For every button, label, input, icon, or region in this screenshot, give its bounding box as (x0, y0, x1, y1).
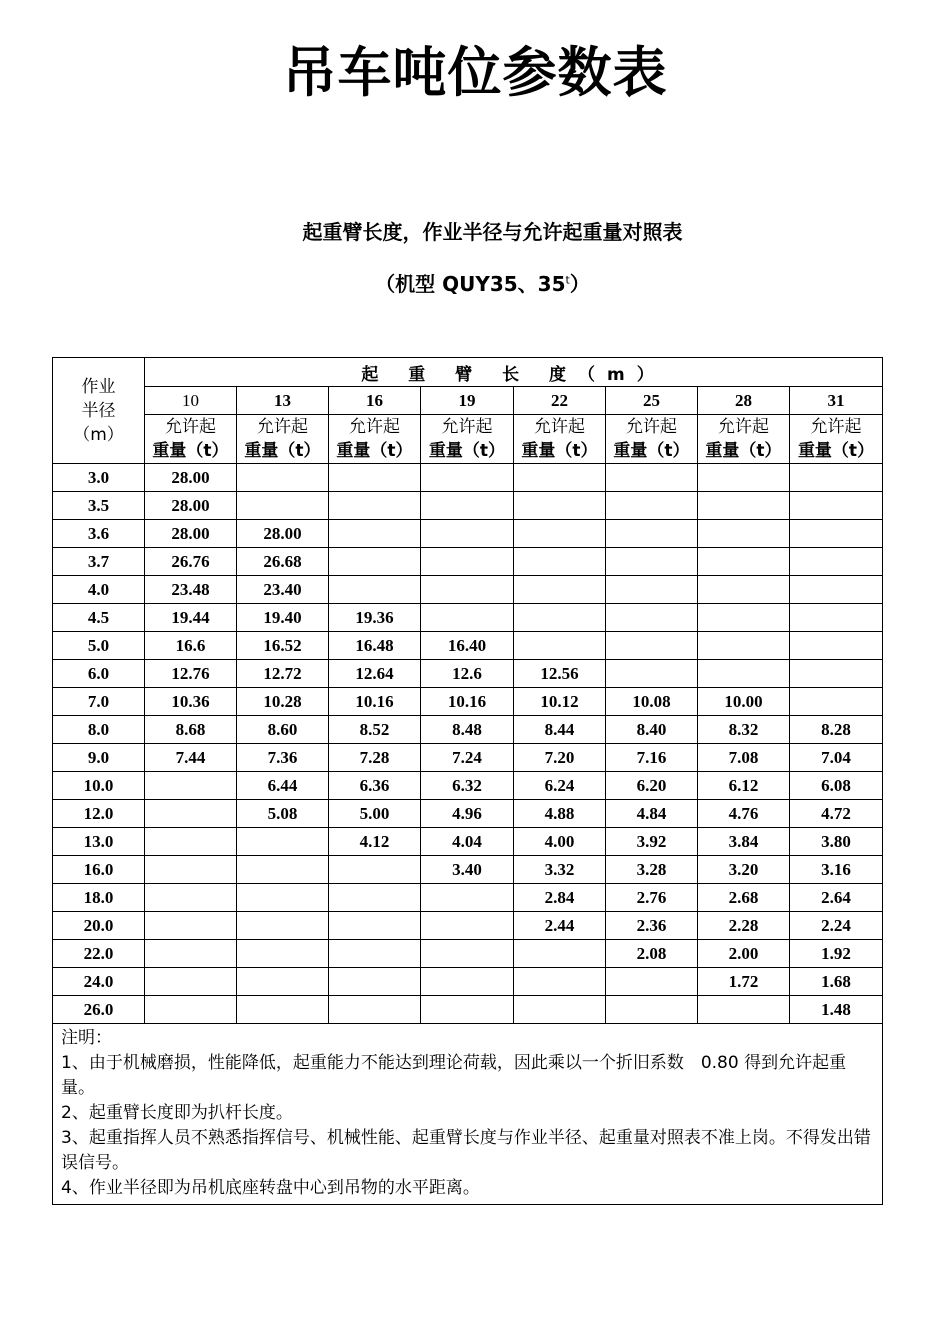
capacity-label-top: 允许起 (441, 417, 493, 437)
capacity-cell: 1.92 (790, 940, 883, 968)
capacity-label-top: 允许起 (810, 417, 862, 437)
capacity-cell: 4.00 (514, 828, 606, 856)
model-sup: t (565, 273, 570, 287)
capacity-cell (606, 520, 698, 548)
capacity-cell: 19.44 (145, 604, 237, 632)
capacity-cell (514, 968, 606, 996)
radius-cell: 26.0 (53, 996, 145, 1024)
capacity-cell: 10.36 (145, 688, 237, 716)
capacity-cell: 2.64 (790, 884, 883, 912)
capacity-label-cell (514, 415, 606, 464)
capacity-cell: 3.80 (790, 828, 883, 856)
capacity-cell: 28.00 (145, 464, 237, 492)
capacity-cell (421, 520, 514, 548)
table-row (53, 520, 883, 548)
capacity-cell: 23.40 (237, 576, 329, 604)
table-row (53, 968, 883, 996)
capacity-cell: 16.52 (237, 632, 329, 660)
capacity-cell (329, 492, 421, 520)
capacity-cell: 12.6 (421, 660, 514, 688)
capacity-cell (606, 968, 698, 996)
capacity-label-top: 允许起 (349, 417, 400, 437)
capacity-cell (698, 996, 790, 1024)
capacity-cell: 7.28 (329, 744, 421, 772)
capacity-cell: 10.28 (237, 688, 329, 716)
radius-header-cell (53, 358, 145, 464)
capacity-cell: 8.40 (606, 716, 698, 744)
table-row (53, 912, 883, 940)
capacity-cell: 26.68 (237, 548, 329, 576)
capacity-cell (514, 632, 606, 660)
radius-header-line2: 半径 (81, 400, 116, 421)
capacity-cell: 10.16 (421, 688, 514, 716)
capacity-cell (237, 856, 329, 884)
radius-header-line3: （m） (73, 424, 124, 445)
radius-cell: 3.7 (53, 548, 145, 576)
capacity-cell: 16.40 (421, 632, 514, 660)
capacity-cell (514, 604, 606, 632)
capacity-cell (237, 996, 329, 1024)
capacity-cell (329, 464, 421, 492)
capacity-cell: 2.24 (790, 912, 883, 940)
capacity-cell (329, 940, 421, 968)
capacity-cell: 2.44 (514, 912, 606, 940)
capacity-cell: 8.48 (421, 716, 514, 744)
note-item: 4、作业半径即为吊机底座转盘中心到吊物的水平距离。 (61, 1178, 480, 1198)
capacity-cell (606, 604, 698, 632)
capacity-cell (790, 548, 883, 576)
radius-cell: 6.0 (53, 660, 145, 688)
capacity-cell: 10.12 (514, 688, 606, 716)
capacity-cell: 4.96 (421, 800, 514, 828)
capacity-cell (698, 520, 790, 548)
capacity-cell (237, 912, 329, 940)
table-row (53, 772, 883, 800)
capacity-cell (698, 548, 790, 576)
capacity-cell: 6.44 (237, 772, 329, 800)
capacity-label-bottom: 重量（t） (428, 441, 506, 461)
radius-cell: 9.0 (53, 744, 145, 772)
capacity-cell (514, 576, 606, 604)
capacity-cell (145, 884, 237, 912)
header-row-units (53, 415, 883, 464)
capacity-cell: 7.16 (606, 744, 698, 772)
capacity-cell (698, 492, 790, 520)
boom-length-16: 16 (329, 387, 421, 415)
model-suffix: ） (569, 272, 590, 296)
radius-cell: 4.0 (53, 576, 145, 604)
capacity-cell: 6.36 (329, 772, 421, 800)
radius-cell: 5.0 (53, 632, 145, 660)
capacity-label-bottom: 重量（t） (521, 441, 598, 461)
capacity-label-bottom: 重量（t） (613, 441, 690, 461)
capacity-cell (329, 520, 421, 548)
capacity-cell (145, 940, 237, 968)
capacity-cell: 4.12 (329, 828, 421, 856)
capacity-cell: 19.40 (237, 604, 329, 632)
capacity-cell: 28.00 (145, 520, 237, 548)
note-item: 2、起重臂长度即为扒杆长度。 (61, 1103, 293, 1123)
capacity-cell: 28.00 (237, 520, 329, 548)
model-line (0, 268, 950, 297)
capacity-label-top: 允许起 (718, 417, 769, 437)
table-row (53, 884, 883, 912)
table-subtitle: 起重臂长度，作业半径与允许起重量对照表 (302, 220, 683, 244)
table-row (53, 576, 883, 604)
capacity-cell (514, 492, 606, 520)
capacity-cell (237, 464, 329, 492)
boom-length-31: 31 (790, 387, 883, 415)
capacity-cell: 19.36 (329, 604, 421, 632)
table-row (53, 996, 883, 1024)
notes-heading: 注明： (61, 1028, 112, 1048)
note-item: 1、由于机械磨损，性能降低，起重能力不能达到理论荷载，因此乘以一个折旧系数 0.80 得到允许起重量。 (61, 1053, 847, 1098)
notes-row (53, 1024, 883, 1205)
radius-cell: 12.0 (53, 800, 145, 828)
table-row (53, 548, 883, 576)
capacity-cell (421, 968, 514, 996)
table-row (53, 604, 883, 632)
capacity-cell (329, 968, 421, 996)
capacity-cell: 4.88 (514, 800, 606, 828)
capacity-label-bottom: 重量（t） (152, 441, 229, 461)
capacity-label-bottom: 重量（t） (705, 441, 782, 461)
capacity-label-bottom: 重量（t） (336, 441, 413, 461)
capacity-cell: 7.44 (145, 744, 237, 772)
capacity-cell (329, 856, 421, 884)
boom-length-22: 22 (514, 387, 606, 415)
capacity-cell: 8.68 (145, 716, 237, 744)
capacity-cell (421, 464, 514, 492)
radius-cell: 22.0 (53, 940, 145, 968)
capacity-label-top: 允许起 (626, 417, 677, 437)
capacity-cell: 6.08 (790, 772, 883, 800)
capacity-cell (145, 828, 237, 856)
capacity-cell: 5.00 (329, 800, 421, 828)
capacity-cell: 8.44 (514, 716, 606, 744)
capacity-cell: 4.84 (606, 800, 698, 828)
capacity-cell (606, 996, 698, 1024)
capacity-cell (329, 548, 421, 576)
capacity-cell: 4.72 (790, 800, 883, 828)
radius-cell: 8.0 (53, 716, 145, 744)
capacity-cell (329, 996, 421, 1024)
capacity-cell: 3.92 (606, 828, 698, 856)
radius-cell: 10.0 (53, 772, 145, 800)
capacity-cell (606, 492, 698, 520)
capacity-label-cell (698, 415, 790, 464)
capacity-cell (698, 576, 790, 604)
table-row (53, 744, 883, 772)
capacity-cell (606, 548, 698, 576)
capacity-label-top: 允许起 (534, 417, 585, 437)
capacity-cell: 5.08 (237, 800, 329, 828)
boom-length-header: 起 重 臂 长 度（m） (145, 358, 883, 387)
header-row-lengths (53, 387, 883, 415)
capacity-cell (145, 996, 237, 1024)
boom-length-10: 10 (145, 387, 237, 415)
capacity-cell (790, 604, 883, 632)
boom-length-13: 13 (237, 387, 329, 415)
capacity-cell: 2.00 (698, 940, 790, 968)
capacity-cell: 6.32 (421, 772, 514, 800)
capacity-cell (237, 940, 329, 968)
capacity-label-cell (606, 415, 698, 464)
capacity-cell (606, 660, 698, 688)
capacity-cell: 16.6 (145, 632, 237, 660)
capacity-cell: 2.76 (606, 884, 698, 912)
capacity-cell: 1.72 (698, 968, 790, 996)
capacity-cell: 10.08 (606, 688, 698, 716)
capacity-cell (514, 520, 606, 548)
capacity-cell: 10.00 (698, 688, 790, 716)
capacity-label-top: 允许起 (165, 417, 216, 437)
capacity-cell: 8.28 (790, 716, 883, 744)
capacity-cell: 7.36 (237, 744, 329, 772)
notes-cell (53, 1024, 883, 1205)
capacity-cell (145, 856, 237, 884)
capacity-cell (421, 604, 514, 632)
capacity-cell (421, 996, 514, 1024)
radius-cell: 7.0 (53, 688, 145, 716)
capacity-cell (237, 968, 329, 996)
capacity-cell: 12.56 (514, 660, 606, 688)
capacity-cell (698, 660, 790, 688)
capacity-cell: 2.68 (698, 884, 790, 912)
capacity-cell (790, 464, 883, 492)
capacity-cell (606, 576, 698, 604)
capacity-cell: 7.24 (421, 744, 514, 772)
capacity-cell (421, 548, 514, 576)
capacity-cell (237, 884, 329, 912)
capacity-cell (606, 632, 698, 660)
note-item: 3、起重指挥人员不熟悉指挥信号、机械性能、起重臂长度与作业半径、起重量对照表不准上岗。不得发出错误信号。 (61, 1128, 871, 1173)
capacity-cell (421, 940, 514, 968)
capacity-cell (514, 548, 606, 576)
capacity-cell: 12.76 (145, 660, 237, 688)
capacity-cell: 1.48 (790, 996, 883, 1024)
capacity-label-cell (145, 415, 237, 464)
capacity-cell (698, 632, 790, 660)
boom-length-28: 28 (698, 387, 790, 415)
capacity-cell: 12.64 (329, 660, 421, 688)
table-row (53, 632, 883, 660)
table-row (53, 828, 883, 856)
capacity-cell (514, 996, 606, 1024)
capacity-cell: 26.76 (145, 548, 237, 576)
capacity-label-top: 允许起 (257, 417, 308, 437)
boom-length-19: 19 (421, 387, 514, 415)
capacity-cell: 16.48 (329, 632, 421, 660)
capacity-cell (421, 492, 514, 520)
table-body (53, 358, 883, 1205)
capacity-cell: 12.72 (237, 660, 329, 688)
capacity-cell (421, 576, 514, 604)
table-row (53, 856, 883, 884)
table-row (53, 800, 883, 828)
capacity-cell (329, 912, 421, 940)
capacity-cell: 28.00 (145, 492, 237, 520)
capacity-cell (145, 912, 237, 940)
capacity-cell: 8.52 (329, 716, 421, 744)
capacity-cell (790, 520, 883, 548)
radius-cell: 20.0 (53, 912, 145, 940)
capacity-cell: 8.32 (698, 716, 790, 744)
radius-cell: 3.0 (53, 464, 145, 492)
radius-cell: 24.0 (53, 968, 145, 996)
table-row (53, 492, 883, 520)
capacity-cell (145, 968, 237, 996)
capacity-cell: 7.20 (514, 744, 606, 772)
capacity-cell (790, 576, 883, 604)
radius-cell: 18.0 (53, 884, 145, 912)
capacity-cell: 1.68 (790, 968, 883, 996)
table-row (53, 716, 883, 744)
table-row (53, 940, 883, 968)
radius-cell: 13.0 (53, 828, 145, 856)
capacity-cell: 3.84 (698, 828, 790, 856)
capacity-cell (790, 688, 883, 716)
capacity-label-cell (790, 415, 883, 464)
capacity-cell (421, 884, 514, 912)
capacity-cell: 6.20 (606, 772, 698, 800)
capacity-label-bottom: 重量（t） (797, 441, 875, 461)
capacity-cell (606, 464, 698, 492)
capacity-cell: 3.40 (421, 856, 514, 884)
radius-cell: 3.6 (53, 520, 145, 548)
capacity-cell: 4.04 (421, 828, 514, 856)
boom-length-25: 25 (606, 387, 698, 415)
capacity-cell: 10.16 (329, 688, 421, 716)
capacity-cell (790, 660, 883, 688)
radius-header-line1: 作业 (81, 376, 116, 397)
capacity-label-cell (421, 415, 514, 464)
capacity-cell: 8.60 (237, 716, 329, 744)
header-row-boom (53, 358, 883, 387)
capacity-cell: 2.84 (514, 884, 606, 912)
capacity-cell (237, 828, 329, 856)
capacity-cell (790, 492, 883, 520)
capacity-table (52, 357, 883, 1205)
capacity-cell: 6.12 (698, 772, 790, 800)
capacity-cell (790, 632, 883, 660)
capacity-label-cell (237, 415, 329, 464)
capacity-cell: 3.32 (514, 856, 606, 884)
capacity-cell (514, 940, 606, 968)
table-row (53, 660, 883, 688)
radius-cell: 16.0 (53, 856, 145, 884)
page-title: 吊车吨位参数表 (282, 41, 668, 104)
capacity-cell (329, 884, 421, 912)
capacity-cell: 2.28 (698, 912, 790, 940)
capacity-cell (329, 576, 421, 604)
capacity-cell: 23.48 (145, 576, 237, 604)
radius-cell: 4.5 (53, 604, 145, 632)
capacity-cell (421, 912, 514, 940)
capacity-cell: 7.08 (698, 744, 790, 772)
capacity-cell (145, 772, 237, 800)
capacity-cell: 3.28 (606, 856, 698, 884)
capacity-cell: 4.76 (698, 800, 790, 828)
capacity-cell (698, 464, 790, 492)
capacity-cell: 2.08 (606, 940, 698, 968)
capacity-cell (237, 492, 329, 520)
capacity-cell (698, 604, 790, 632)
capacity-cell: 3.16 (790, 856, 883, 884)
model-prefix: （机型 QUY35、35 (375, 272, 566, 296)
capacity-label-bottom: 重量（t） (244, 441, 321, 461)
capacity-cell: 3.20 (698, 856, 790, 884)
capacity-cell (145, 800, 237, 828)
capacity-cell: 2.36 (606, 912, 698, 940)
table-row (53, 688, 883, 716)
table-row (53, 464, 883, 492)
capacity-cell (514, 464, 606, 492)
capacity-cell: 7.04 (790, 744, 883, 772)
capacity-label-cell (329, 415, 421, 464)
capacity-cell: 6.24 (514, 772, 606, 800)
radius-cell: 3.5 (53, 492, 145, 520)
